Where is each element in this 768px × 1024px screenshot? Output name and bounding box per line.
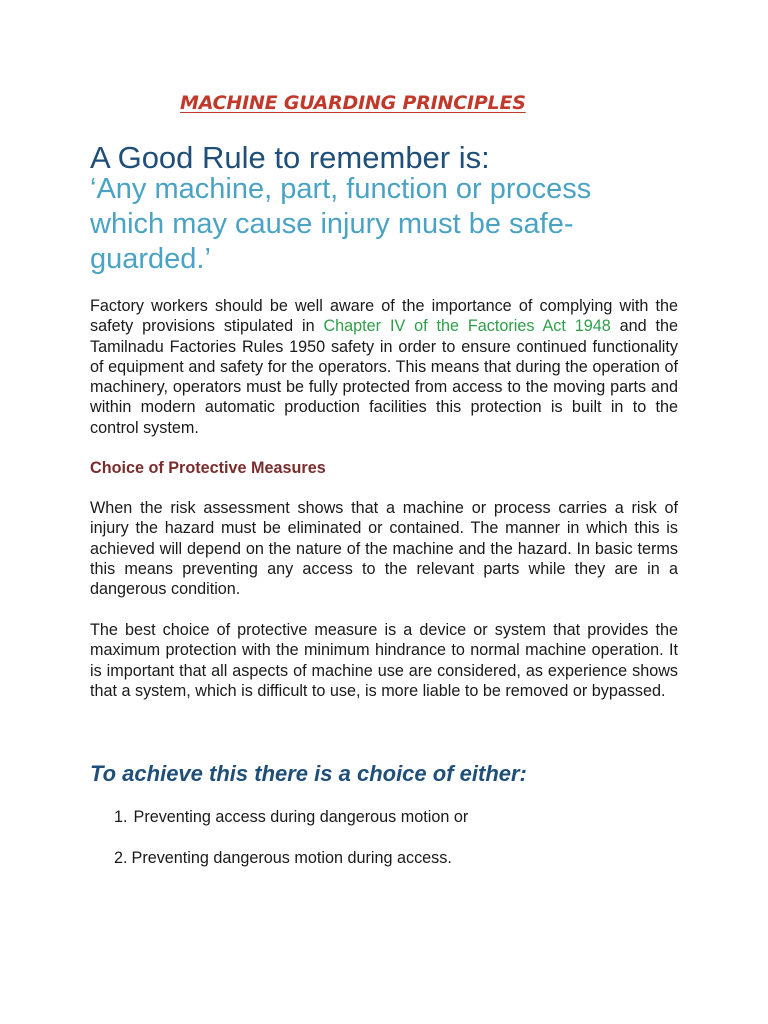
page-title: MACHINE GUARDING PRINCIPLES xyxy=(180,92,526,114)
intro-paragraph xyxy=(90,296,678,438)
risk-assessment-paragraph: When the risk assessment shows that a machine or process carries a risk of injury the hazard must be eliminated or contained. The manner in which this is achieved will depend on the nature of the machine and the hazard. In basic terms this means preventing any access to the relevant parts while they are in a dangerous condition. xyxy=(90,499,678,599)
list-item-number: 2. xyxy=(114,849,128,867)
choice-heading: To achieve this there is a choice of either: xyxy=(90,761,527,786)
list-item-text: Preventing access during dangerous motion or xyxy=(133,808,469,826)
intro-text-after: and the Tamilnadu Factories Rules 1950 safety in order to ensure continued functionality of equipment and safety for the operators. This means that during the operation of machinery, operators must be fully protected from access to the moving parts and within modern automatic production facilities this protection is built in to the control system. xyxy=(90,317,678,437)
rule-heading: A Good Rule to remember is: xyxy=(90,140,490,175)
list-item xyxy=(114,808,468,827)
list-item xyxy=(114,849,452,868)
factories-act-reference: Chapter IV of the Factories Act 1948 xyxy=(323,317,611,336)
intro-text-before: Factory workers should be well aware of the importance of complying with the safety provisions stipulated in xyxy=(90,297,678,336)
protective-measure-paragraph: The best choice of protective measure is a device or system that provides the maximum protection with the minimum hindrance to normal machine operation. It is important that all aspects of machine use are considered, as experience shows that a system, which is difficult to use, is more liable to be removed or bypassed. xyxy=(90,621,678,700)
section-heading-protective-measures: Choice of Protective Measures xyxy=(90,459,326,477)
list-item-text: Preventing dangerous motion during access. xyxy=(131,849,452,867)
list-item-number: 1. xyxy=(114,808,128,826)
rule-quote: ‘Any machine, part, function or process which may cause injury must be safe-guarded.’ xyxy=(90,173,592,275)
